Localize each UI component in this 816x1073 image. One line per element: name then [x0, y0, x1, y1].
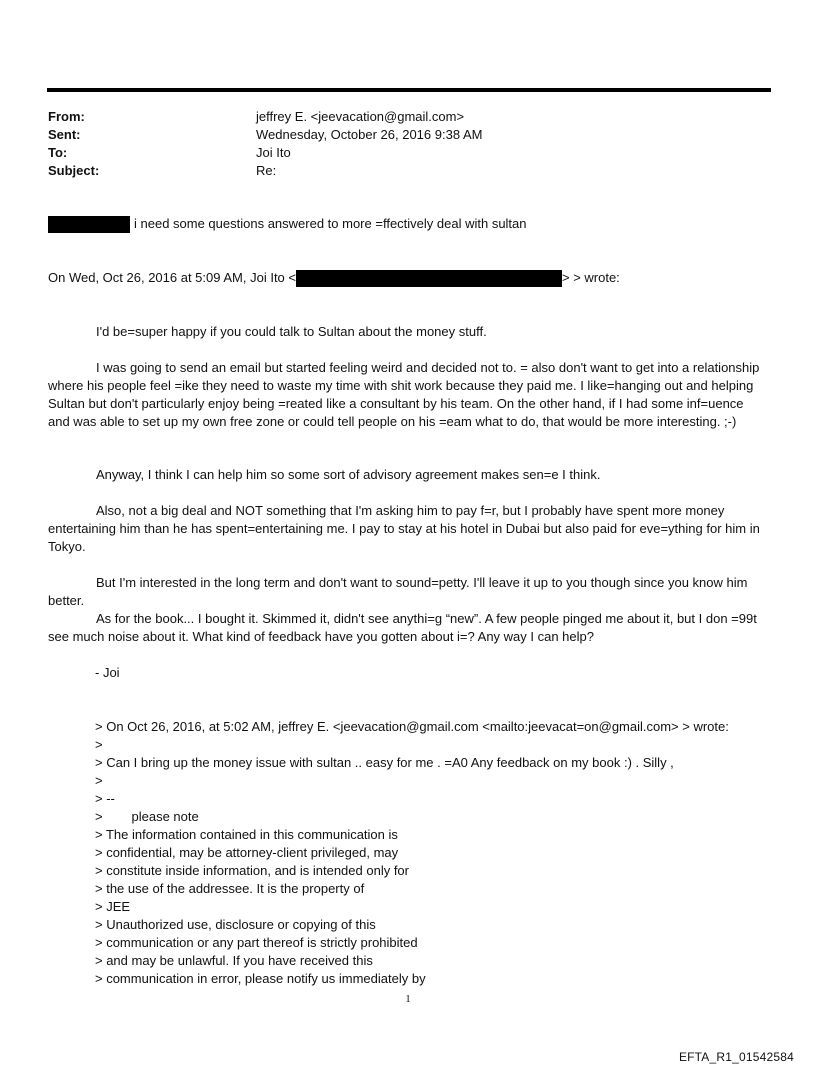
email-header [48, 108, 768, 180]
from-label: From: [48, 109, 85, 124]
paragraph-6: As for the book... I bought it. Skimmed it, didn't see anythi=g “new”. A few people pinged me about it, but I don =99t see much noise about it. What kind of feedback have you gotten about i=? Any way I can help? [48, 611, 757, 644]
quoted-line: > constitute inside information, and is intended only for [95, 863, 409, 878]
to-value: Joi Ito [256, 145, 291, 160]
sent-row [48, 126, 768, 144]
subject-row [48, 162, 768, 180]
paragraph-3: Anyway, I think I can help him so some sort of advisory agreement makes sen=e I think. [96, 467, 601, 482]
subject-label: Subject: [48, 163, 100, 178]
quoted-line: > communication in error, please notify us immediately by [95, 971, 426, 986]
quoted-line: > please note [95, 809, 199, 824]
sent-label: Sent: [48, 127, 81, 142]
quoted-line: > Unauthorized use, disclosure or copying of this [95, 917, 376, 932]
redaction-block [296, 270, 562, 287]
quoted-line: > The information contained in this communication is [95, 827, 398, 842]
reply-text: i need some questions answered to more =ffectively deal with sultan [134, 216, 527, 231]
to-label: To: [48, 145, 68, 160]
reply-line [48, 215, 527, 233]
paragraph-5: But I'm interested in the long term and don't want to sound=petty. I'll leave it up to you though since you know him better. [48, 575, 748, 608]
header-divider [47, 88, 771, 92]
quoted-line: > On Oct 26, 2016, at 5:02 AM, jeffrey E. <jeevacation@gmail.com <mailto:jeevacat=on@gmail.com> > wrote: [95, 719, 729, 734]
quoted-line: > JEE [95, 899, 131, 914]
on-wrote-line [48, 269, 620, 287]
quoted-line: > [95, 773, 103, 788]
page-number: 1 [405, 993, 411, 1005]
signature: - Joi [95, 665, 120, 680]
quoted-line: > confidential, may be attorney-client privileged, may [95, 845, 399, 860]
subject-value: Re: [256, 163, 277, 178]
quoted-line: > communication or any part thereof is strictly prohibited [95, 935, 418, 950]
to-row [48, 144, 768, 162]
on-wrote-suffix: > > wrote: [561, 270, 620, 285]
redaction-block [48, 216, 130, 233]
sent-value: Wednesday, October 26, 2016 9:38 AM [256, 127, 483, 142]
paragraph-4: Also, not a big deal and NOT something that I'm asking him to pay f=r, but I probably have spent more money entertaining him than he has spent=entertaining me. I pay to stay at his hotel in Dubai but also paid for eve=ything for him in Tokyo. [48, 503, 760, 554]
quoted-line: > [95, 737, 103, 752]
quoted-message [95, 718, 785, 988]
document-id: EFTA_R1_01542584 [678, 1050, 794, 1064]
quoted-line: > the use of the addressee. It is the property of [95, 881, 365, 896]
from-value: jeffrey E. <jeevacation@gmail.com> [256, 109, 465, 124]
quoted-line: > Can I bring up the money issue with sultan .. easy for me . =A0 Any feedback on my book :) . Silly , [95, 755, 674, 770]
paragraph-1: I'd be=super happy if you could talk to Sultan about the money stuff. [96, 324, 487, 339]
on-wrote-prefix: On Wed, Oct 26, 2016 at 5:09 AM, Joi Ito < [48, 270, 296, 285]
quoted-line: > -- [95, 791, 115, 806]
paragraph-2: I was going to send an email but started feeling weird and decided not to. = also don't want to get into a relationship where his people feel =ike they need to waste my time with shit work because they paid me. I like=hanging out and helping Sultan but don't particularly enjoy being =reated like a consultant by his team. On the other hand, if I had some inf=uence and was able to set up my own free zone or could tell people on his =eam what to do, that would be more interesting. ;-) [48, 360, 760, 429]
from-row [48, 108, 768, 126]
quoted-line: > and may be unlawful. If you have received this [95, 953, 373, 968]
